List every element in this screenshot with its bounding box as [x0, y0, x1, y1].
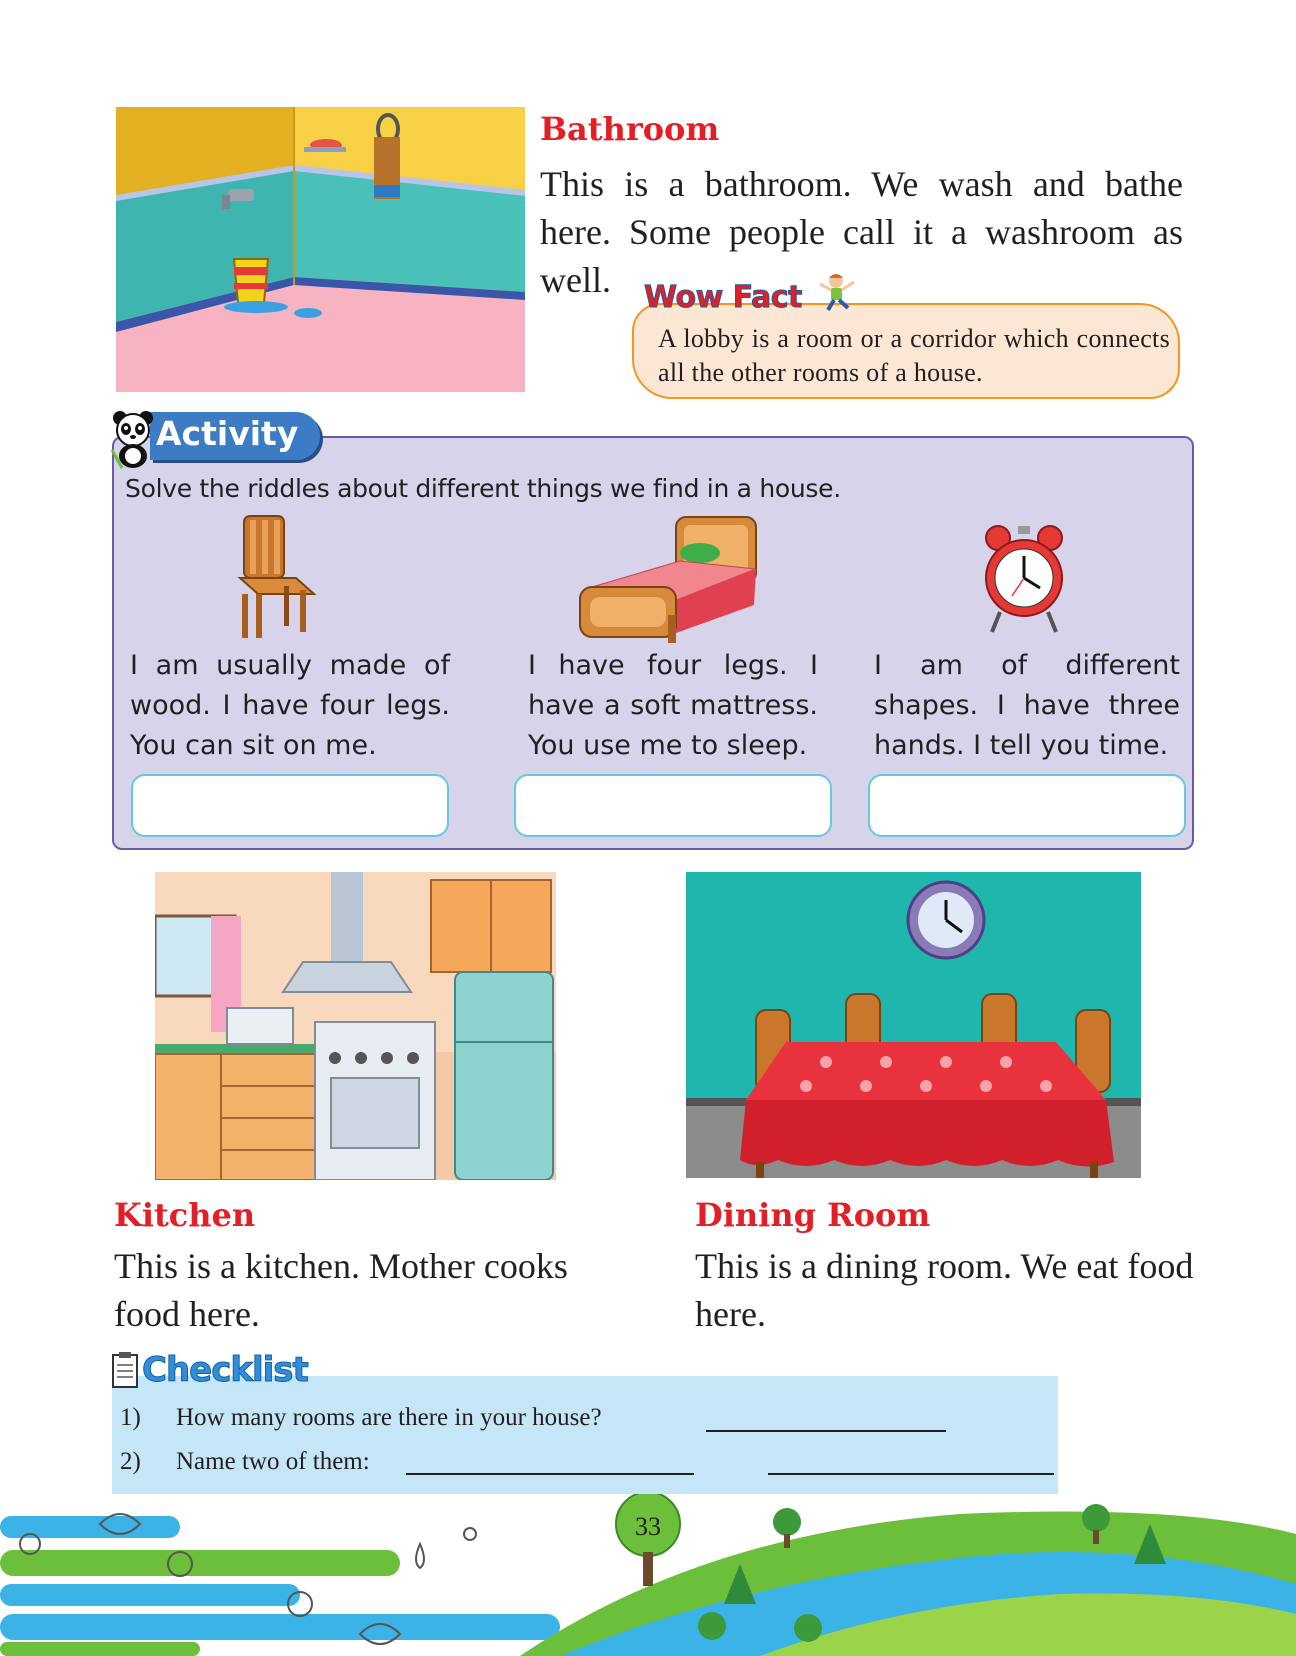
clipboard-icon [112, 1352, 138, 1388]
alarm-clock-picture [984, 522, 1064, 636]
riddle-clock: I am of different shapes. I have three hands. I tell you time. [874, 650, 1180, 761]
checklist-panel [112, 1376, 1058, 1494]
answer-box-bed[interactable] [514, 774, 832, 837]
panda-icon [110, 410, 158, 470]
question-text: Name two of them: [176, 1448, 370, 1475]
question-number: 2) [120, 1448, 141, 1475]
question-number: 1) [120, 1404, 141, 1431]
question-text: How many rooms are there in your house? [176, 1404, 602, 1431]
riddle-chair: I am usually made of wood. I have four legs. You can sit on me. [130, 650, 450, 761]
jumping-kid-icon [814, 272, 866, 314]
activity-instruction: Solve the riddles about different things we find in a house. [125, 474, 841, 503]
dining-room-illustration [686, 872, 1141, 1178]
answer-line[interactable] [406, 1473, 694, 1475]
checklist-title: Checklist [142, 1350, 308, 1390]
page-number: 33 [635, 1512, 661, 1541]
wow-fact-title: Wow Fact [644, 280, 802, 315]
wow-fact-text: A lobby is a room or a corridor which connects all the other rooms of a house. [658, 324, 1170, 387]
dining-room-description: This is a dining room. We eat food here. [695, 1246, 1194, 1334]
answer-line[interactable] [706, 1430, 946, 1432]
chair-picture [236, 514, 320, 640]
bed-picture [578, 515, 758, 647]
kitchen-heading: Kitchen [114, 1196, 256, 1234]
answer-box-clock[interactable] [868, 774, 1186, 837]
kitchen-description: This is a kitchen. Mother cooks food here. [114, 1246, 568, 1334]
dining-room-heading: Dining Room [695, 1196, 931, 1234]
bathroom-illustration [116, 107, 525, 392]
bathroom-description: This is a bathroom. We wash and bathe here. Some people call it a washroom as well. [540, 164, 1183, 300]
riddle-bed: I have four legs. I have a soft mattress. You use me to sleep. [528, 650, 818, 761]
activity-label: Activity [156, 414, 299, 453]
answer-line[interactable] [768, 1473, 1054, 1475]
answer-box-chair[interactable] [131, 774, 449, 837]
kitchen-illustration [155, 872, 556, 1180]
bathroom-heading: Bathroom [540, 110, 720, 148]
